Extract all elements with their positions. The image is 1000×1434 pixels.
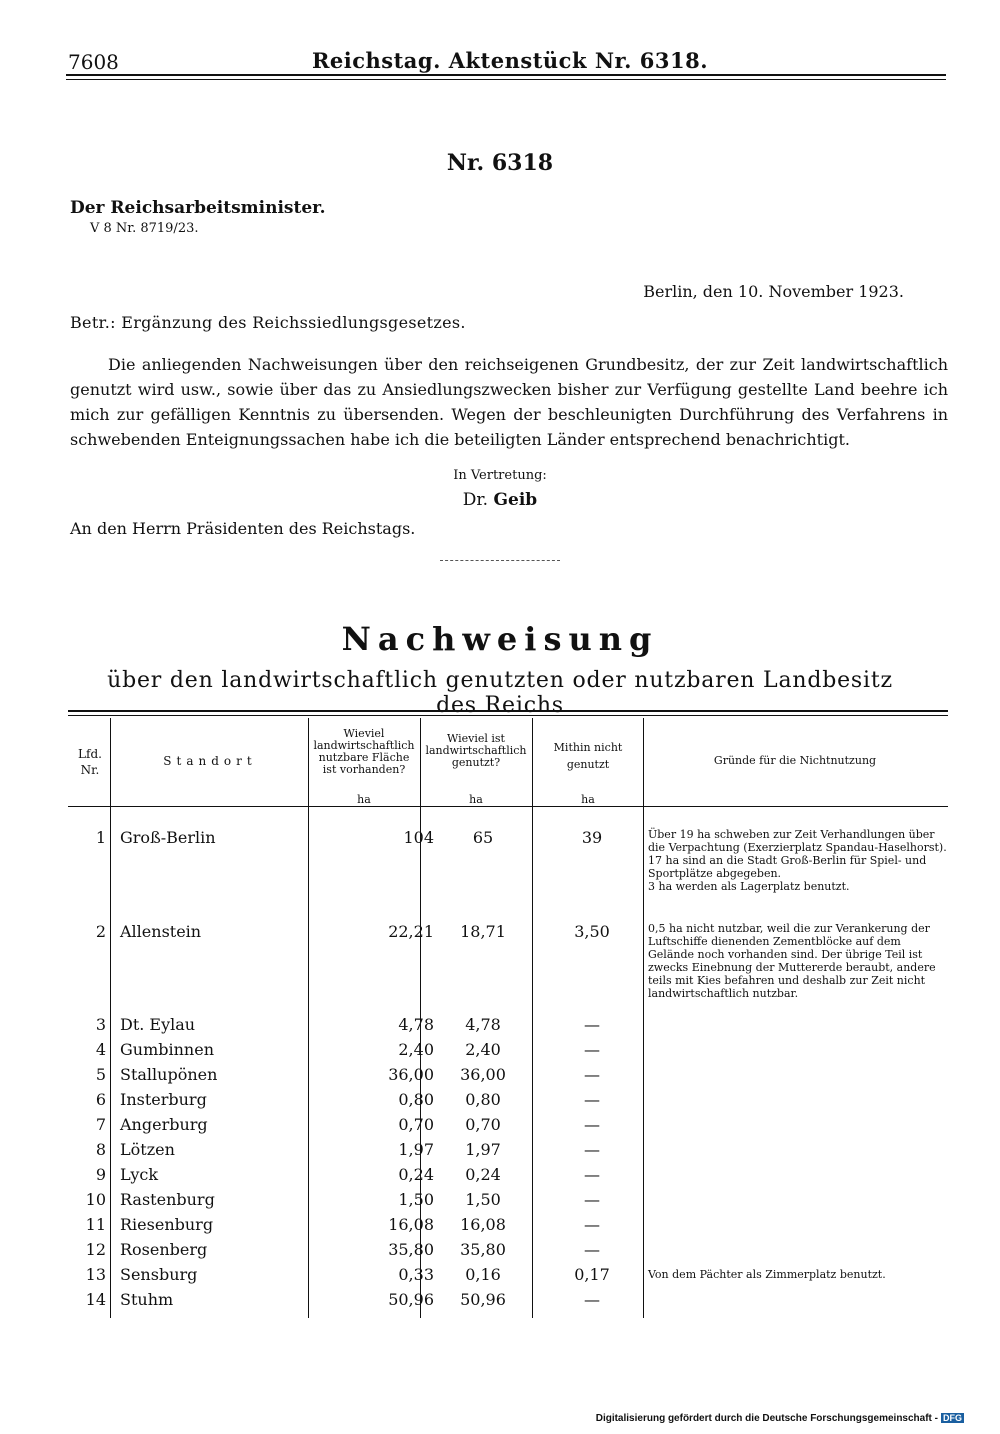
- table-row: [70, 1015, 950, 1040]
- footer-credit: [596, 1413, 964, 1424]
- header-rule: [66, 74, 946, 76]
- reason-line: Über 19 ha schweben zur Zeit Verhandlungen über die Verpachtung (Exerzierplatz Spandau-Haselhorst).: [648, 828, 947, 854]
- row-vorhanden: 22,21: [388, 922, 434, 941]
- row-nicht-genutzt: —: [584, 1165, 600, 1184]
- table-row: [70, 1115, 950, 1140]
- table-row: [70, 1065, 950, 1090]
- row-vorhanden: 16,08: [388, 1215, 434, 1234]
- running-head: Reichstag. Aktenstück Nr. 6318.: [311, 48, 709, 73]
- row-standort: Stallupönen: [120, 1065, 218, 1084]
- row-genutzt: 1,97: [465, 1140, 501, 1159]
- row-standort: Allenstein: [120, 922, 202, 941]
- dfg-logo: DFG: [943, 1413, 962, 1423]
- header-gruende: Gründe für die Nichtnutzung: [713, 754, 877, 767]
- letter-body: Die anliegenden Nachweisungen über den reichseigenen Grundbesitz, der zur Zeit landwirtschaftlich genutzt wird usw., sowie über das zu Ansiedlungszwecken bisher zur Verfügung gestellte Land beehre ich mich zur gefälligen Kenntnis zu übersenden. Wegen der beschleunigten Durchführung des Verfahrens in schwebenden Enteignungssachen habe ich die beteiligten Länder entsprechend benachrichtigt.: [70, 355, 948, 449]
- unit-genutzt: ha: [469, 793, 483, 806]
- in-vertretung: In Vertretung:: [453, 468, 547, 483]
- row-genutzt: 0,16: [465, 1265, 501, 1284]
- row-genutzt: 36,00: [460, 1065, 506, 1084]
- table-subtitle: über den landwirtschaftlich genutzten oder nutzbaren Landbesitz des Reichs: [107, 668, 893, 718]
- unit-vorhanden: ha: [357, 793, 371, 806]
- row-number: 3: [95, 1015, 106, 1034]
- row-nicht-genutzt: —: [584, 1290, 600, 1309]
- header-nicht-genutzt: Mithin nicht genutzt: [553, 741, 623, 771]
- table-row: [70, 1165, 950, 1190]
- row-vorhanden: 1,50: [398, 1190, 434, 1209]
- row-genutzt: 65: [472, 828, 494, 847]
- header-rule-thin: [66, 79, 946, 80]
- row-genutzt: 50,96: [460, 1290, 506, 1309]
- header-genutzt: Wieviel ist landwirtschaftlich genutzt?: [425, 732, 527, 769]
- row-standort: Angerburg: [120, 1115, 208, 1134]
- reason-line: 17 ha sind an die Stadt Groß-Berlin für Spiel- und Sportplätze abgegeben.: [648, 854, 927, 880]
- row-number: 10: [85, 1190, 106, 1209]
- row-standort: Riesenburg: [120, 1215, 214, 1234]
- row-number: 1: [95, 828, 106, 847]
- page-number: 7608: [68, 50, 119, 74]
- row-standort: Gumbinnen: [120, 1040, 214, 1059]
- row-number: 2: [95, 922, 106, 941]
- row-standort: Lyck: [120, 1165, 159, 1184]
- reason-row-13: Von dem Pächter als Zimmerplatz benutzt.: [648, 1268, 886, 1281]
- header-standort: Standort: [163, 754, 257, 768]
- row-vorhanden: 0,70: [398, 1115, 434, 1134]
- row-nicht-genutzt: —: [584, 1090, 600, 1109]
- row-genutzt: 0,70: [465, 1115, 501, 1134]
- row-number: 13: [85, 1265, 106, 1284]
- reference-number: V 8 Nr. 8719/23.: [90, 221, 199, 236]
- row-genutzt: 18,71: [460, 922, 506, 941]
- section-separator: [440, 560, 560, 561]
- table-top-rule: [68, 710, 948, 712]
- row-standort: Rastenburg: [120, 1190, 215, 1209]
- table-row: [70, 1290, 950, 1315]
- row-nicht-genutzt: 3,50: [574, 922, 610, 941]
- row-nicht-genutzt: 39: [581, 828, 603, 847]
- row-vorhanden: 4,78: [398, 1015, 434, 1034]
- table-row: [70, 1240, 950, 1265]
- table-row: [70, 1190, 950, 1215]
- row-nicht-genutzt: 0,17: [574, 1265, 610, 1284]
- row-vorhanden: 36,00: [388, 1065, 434, 1084]
- row-nicht-genutzt: —: [584, 1190, 600, 1209]
- row-standort: Dt. Eylau: [120, 1015, 196, 1034]
- row-vorhanden: 35,80: [388, 1240, 434, 1259]
- row-number: 6: [95, 1090, 106, 1109]
- table-row: [70, 1040, 950, 1065]
- table-header-rule: [68, 806, 948, 807]
- row-genutzt: 0,24: [465, 1165, 501, 1184]
- table-row: [70, 1215, 950, 1240]
- row-nicht-genutzt: —: [584, 1040, 600, 1059]
- table-title: Nachweisung: [341, 620, 659, 658]
- row-vorhanden: 0,24: [398, 1165, 434, 1184]
- letter-date: Berlin, den 10. November 1923.: [643, 282, 904, 301]
- row-number: 8: [95, 1140, 106, 1159]
- row-genutzt: 35,80: [460, 1240, 506, 1259]
- row-nicht-genutzt: —: [584, 1215, 600, 1234]
- row-vorhanden: 0,33: [398, 1265, 434, 1284]
- table-row: [70, 1140, 950, 1165]
- unit-nicht-genutzt: ha: [581, 793, 595, 806]
- row-standort: Insterburg: [120, 1090, 207, 1109]
- row-standort: Stuhm: [120, 1290, 174, 1309]
- row-number: 4: [95, 1040, 106, 1059]
- row-nicht-genutzt: —: [584, 1065, 600, 1084]
- signature: [300, 490, 700, 510]
- row-standort: Rosenberg: [120, 1240, 208, 1259]
- row-genutzt: 1,50: [465, 1190, 501, 1209]
- row-vorhanden: 0,80: [398, 1090, 434, 1109]
- subject-line: Betr.: Ergänzung des Reichssiedlungsgesetzes.: [70, 313, 466, 332]
- row-nicht-genutzt: —: [584, 1240, 600, 1259]
- row-number: 5: [95, 1065, 106, 1084]
- row-nicht-genutzt: —: [584, 1140, 600, 1159]
- row-standort: Lötzen: [120, 1140, 175, 1159]
- row-number: 12: [85, 1240, 106, 1259]
- row-nicht-genutzt: —: [584, 1115, 600, 1134]
- sender: Der Reichsarbeitsminister.: [70, 198, 326, 218]
- table-row: [70, 1090, 950, 1115]
- row-genutzt: 16,08: [460, 1215, 506, 1234]
- row-standort: Groß-Berlin: [120, 828, 216, 847]
- signature-prefix: Dr.: [462, 490, 489, 510]
- table-top-rule-thin: [68, 715, 948, 716]
- header-nr: Lfd. Nr.: [78, 747, 102, 777]
- row-genutzt: 0,80: [465, 1090, 501, 1109]
- row-number: 11: [85, 1215, 106, 1234]
- row-number: 9: [95, 1165, 106, 1184]
- signature-name: Geib: [493, 490, 538, 510]
- document-number: Nr. 6318: [446, 150, 554, 176]
- row-number: 14: [85, 1290, 106, 1309]
- reason-row-2: 0,5 ha nicht nutzbar, weil die zur Verankerung der Luftschiffe dienenden Zementblöcke auf dem Gelände noch vorhanden sind. Der übrige Teil ist zwecks Einebnung der Muttererde beraubt, andere teils mit Kies befahren und deshalb zur Zeit nicht landwirtschaftlich nutzbar.: [648, 922, 936, 1000]
- row-nicht-genutzt: —: [584, 1015, 600, 1034]
- footer-text: Digitalisierung gefördert durch die Deutsche Forschungsgemeinschaft -: [595, 1413, 938, 1424]
- row-vorhanden: 2,40: [398, 1040, 434, 1059]
- reason-row-1: [648, 828, 948, 893]
- row-genutzt: 4,78: [465, 1015, 501, 1034]
- row-number: 7: [95, 1115, 106, 1134]
- row-vorhanden: 104: [403, 828, 434, 847]
- reason-line: 3 ha werden als Lagerplatz benutzt.: [648, 880, 850, 893]
- row-vorhanden: 50,96: [388, 1290, 434, 1309]
- addressee: An den Herrn Präsidenten des Reichstags.: [70, 519, 416, 538]
- row-vorhanden: 1,97: [398, 1140, 434, 1159]
- row-genutzt: 2,40: [465, 1040, 501, 1059]
- row-standort: Sensburg: [120, 1265, 198, 1284]
- header-vorhanden: Wieviel landwirtschaftlich nutzbare Fläche ist vorhanden?: [313, 727, 415, 776]
